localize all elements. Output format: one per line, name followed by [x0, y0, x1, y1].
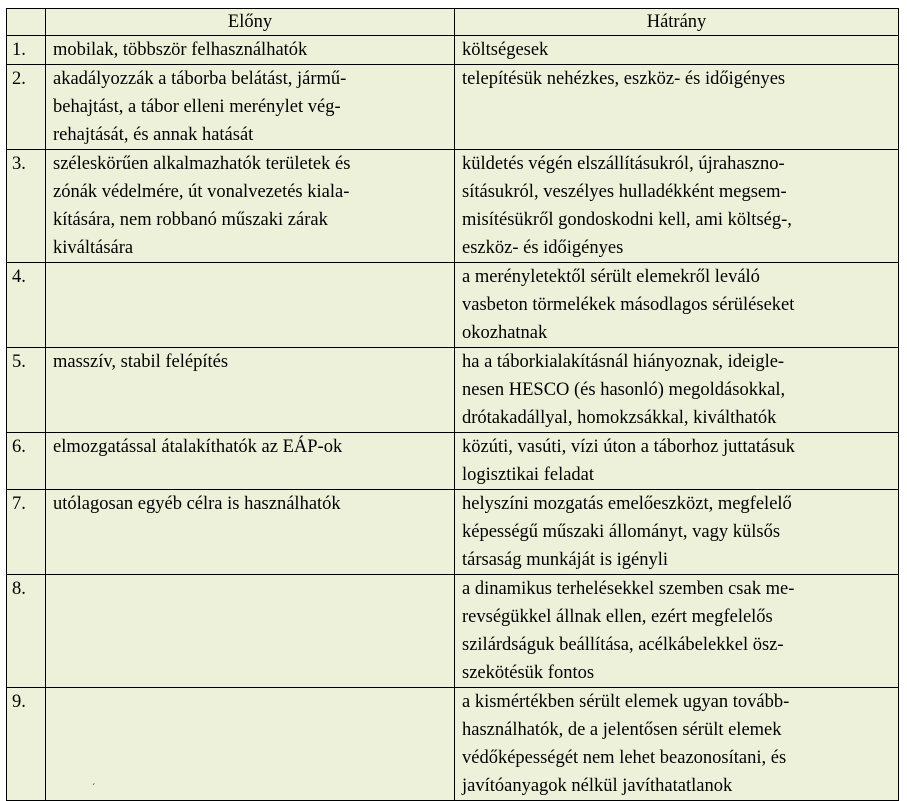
table-row	[7, 575, 899, 688]
con-text-line: a merényletektől sérült elemekről leváló	[462, 267, 760, 287]
con-text-line: helyszíni mozgatás emelőeszközt, megfelelő	[462, 494, 792, 514]
con-cell	[455, 433, 899, 490]
pro-cell	[46, 348, 455, 433]
pro-cell	[46, 65, 455, 150]
pro-text-line: rehajtását, és annak hatását	[53, 125, 254, 145]
pro-text-line: kítására, nem robbanó műszaki zárak	[53, 210, 328, 230]
pro-text-line: mobilak, többször felhasználhatók	[53, 40, 308, 60]
pros-cons-table-container	[6, 8, 898, 801]
pro-text-line: zónák védelmére, út vonalvezetés kiala-	[53, 182, 350, 202]
pro-cell	[46, 263, 455, 348]
pro-cell	[46, 688, 455, 801]
row-number: 9.	[7, 688, 46, 801]
con-text-line: ha a táborkialakításnál hiányoznak, ideigle-	[462, 352, 785, 372]
con-text-line: a dinamikus terhelésekkel szemben csak me-	[462, 579, 795, 599]
row-number: 8.	[7, 575, 46, 688]
number-column-header	[7, 9, 46, 36]
row-number: 5.	[7, 348, 46, 433]
con-text-line: vasbeton törmelékek másodlagos sérüléseket	[462, 295, 795, 315]
table-row	[7, 433, 899, 490]
con-text-line: okozhatnak	[462, 323, 548, 343]
pro-cell	[46, 36, 455, 65]
table-row	[7, 490, 899, 575]
pros-cons-table	[6, 8, 899, 801]
table-row	[7, 65, 899, 150]
con-text-line: misítésükről gondoskodni kell, ami költség-,	[462, 210, 792, 230]
row-number: 1.	[7, 36, 46, 65]
con-text-line: revségükkel állnak ellen, ezért megfelelős	[462, 607, 773, 627]
con-text-line: drótakadállyal, homokzsákkal, kiválthatók	[462, 408, 777, 428]
con-text-line: eszköz- és időigényes	[462, 238, 624, 258]
pro-text-line: masszív, stabil felépítés	[53, 352, 229, 372]
row-number: 2.	[7, 65, 46, 150]
con-text-line: szekötésük fontos	[462, 663, 595, 683]
table-body	[7, 36, 899, 801]
table-header-row	[7, 9, 899, 36]
row-number: 7.	[7, 490, 46, 575]
pro-cell	[46, 433, 455, 490]
con-text-line: sításukról, veszélyes hulladékként megsem-	[462, 182, 787, 202]
table-row	[7, 348, 899, 433]
con-text-line: használhatók, de a jelentősen sérült elemek	[462, 720, 782, 740]
con-cell	[455, 490, 899, 575]
con-column-header: Hátrány	[455, 9, 899, 36]
con-text-line: társaság munkáját is igényli	[462, 550, 669, 570]
table-row	[7, 150, 899, 263]
pro-text-line: kiváltására	[53, 238, 134, 258]
pro-cell	[46, 150, 455, 263]
table-row	[7, 263, 899, 348]
con-cell	[455, 36, 899, 65]
pro-text-line: elmozgatással átalakíthatók az EÁP-ok	[53, 437, 343, 457]
con-text-line: szilárdságuk beállítása, acélkábelekkel ösz-	[462, 635, 784, 655]
table-row	[7, 688, 899, 801]
con-cell	[455, 575, 899, 688]
row-number: 3.	[7, 150, 46, 263]
pro-cell	[46, 490, 455, 575]
con-cell	[455, 348, 899, 433]
con-text-line: nesen HESCO (és hasonló) megoldásokkal,	[462, 380, 786, 400]
table-row	[7, 36, 899, 65]
con-cell	[455, 150, 899, 263]
con-text-line: közúti, vasúti, vízi úton a táborhoz juttatásuk	[462, 437, 795, 457]
row-number: 4.	[7, 263, 46, 348]
con-text-line: javítóanyagok nélkül javíthatatlanok	[462, 776, 733, 796]
con-cell	[455, 65, 899, 150]
con-text-line: logisztikai feladat	[462, 465, 595, 485]
pro-text-line: akadályozzák a táborba belátást, jármű-	[53, 69, 347, 89]
con-text-line: védőképességét nem lehet beazonosítani, és	[462, 748, 787, 768]
pro-text-line: behajtást, a tábor elleni merénylet vég-	[53, 97, 341, 117]
con-text-line: a kismértékben sérült elemek ugyan tovább-	[462, 692, 790, 712]
pro-cell	[46, 575, 455, 688]
con-text-line: költségesek	[462, 40, 549, 60]
con-cell	[455, 263, 899, 348]
footer-mark: ˊ	[92, 783, 96, 794]
con-text-line: képességű műszaki állományt, vagy külsős	[462, 522, 781, 542]
row-number: 6.	[7, 433, 46, 490]
pro-text-line: széleskörűen alkalmazhatók területek és	[53, 154, 351, 174]
pro-column-header: Előny	[46, 9, 455, 36]
pro-text-line: utólagosan egyéb célra is használhatók	[53, 494, 341, 514]
con-text-line: telepítésük nehézkes, eszköz- és időigényes	[462, 69, 786, 89]
con-text-line: küldetés végén elszállításukról, újrahaszno-	[462, 154, 785, 174]
con-cell	[455, 688, 899, 801]
